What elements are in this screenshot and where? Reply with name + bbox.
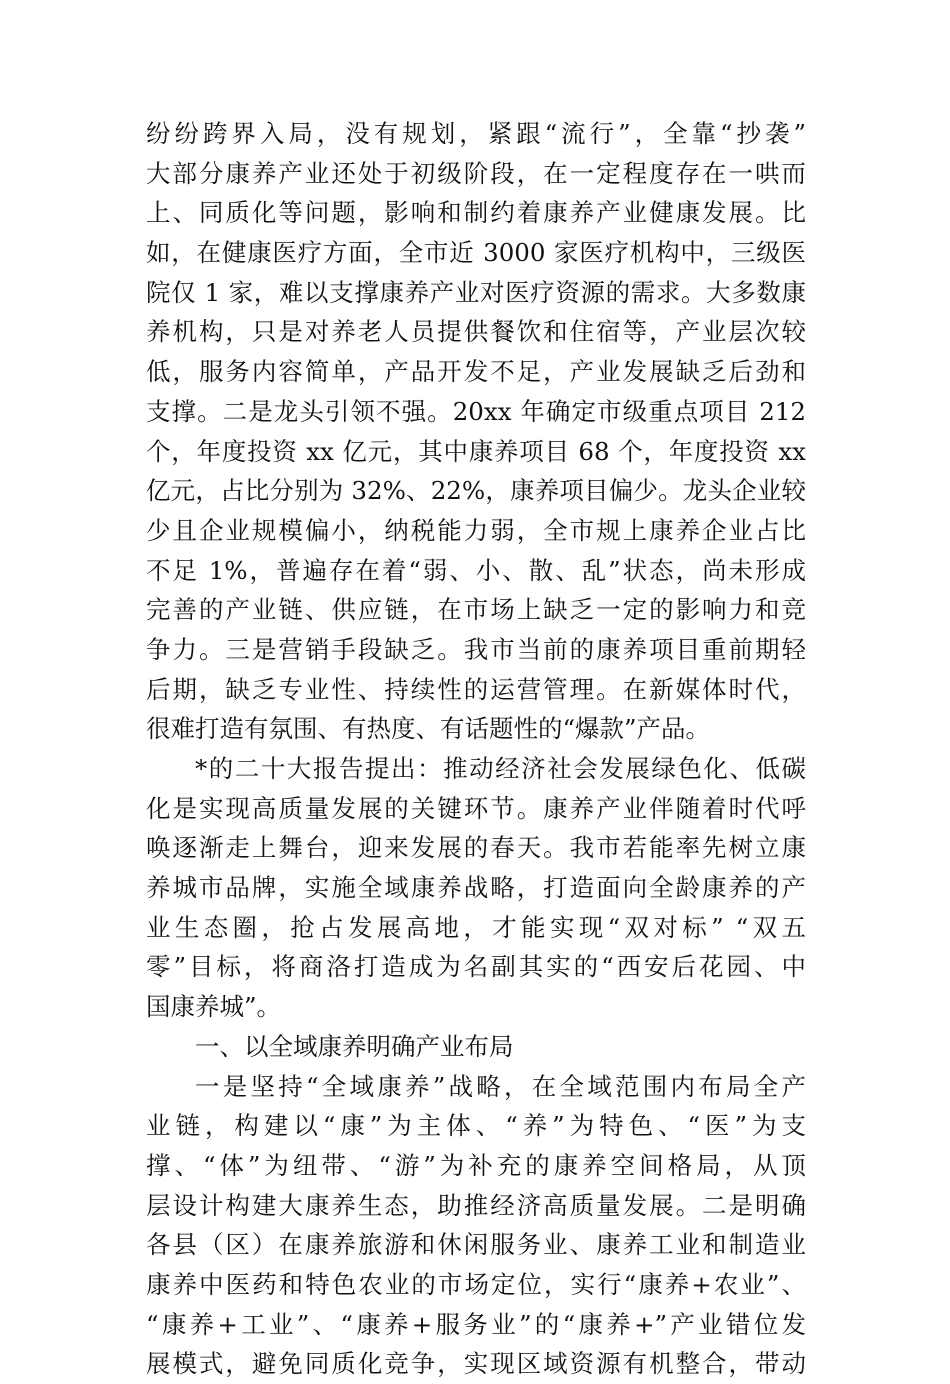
text-line: 大部分康养产业还处于初级阶段，在一定程度存在一哄而 xyxy=(146,158,806,188)
text-line: “康养+工业”、“康养+服务业”的“康养+”产业错位发 xyxy=(146,1309,806,1339)
text-line: 业生态圈，抢占发展高地，才能实现“双对标” “双五 xyxy=(146,912,806,942)
text-line: 康养中医药和特色农业的市场定位，实行“康养+农业”、 xyxy=(146,1269,806,1299)
text-line: 少且企业规模偏小，纳税能力弱，全市规上康养企业占比 xyxy=(146,515,806,545)
text-line: 个，年度投资 xx 亿元，其中康养项目 68 个，年度投资 xx xyxy=(146,436,806,466)
text-line: 院仅 1 家，难以支撑康养产业对医疗资源的需求。大多数康 xyxy=(146,277,806,307)
text-line: 后期，缺乏专业性、持续性的运营管理。在新媒体时代， xyxy=(146,674,806,704)
text-line: 各县（区）在康养旅游和休闲服务业、康养工业和制造业 xyxy=(146,1230,806,1260)
document-body xyxy=(146,114,806,1384)
section-heading: 一、以全域康养明确产业布局 xyxy=(195,1031,514,1061)
text-line: 层设计构建大康养生态，助推经济高质量发展。二是明确 xyxy=(146,1190,806,1220)
text-line: 纷纷跨界入局，没有规划，紧跟“流行”，全靠“抄袭” xyxy=(146,119,806,148)
text-line: 国康养城”。 xyxy=(146,992,282,1022)
text-line: 养机构，只是对养老人员提供餐饮和住宿等，产业层次较 xyxy=(146,317,806,347)
text-line: 上、同质化等问题，影响和制约着康养产业健康发展。比 xyxy=(146,198,806,228)
text-line: 一是坚持“全域康养”战略，在全域范围内布局全产 xyxy=(195,1071,806,1101)
text-line: 争力。三是营销手段缺乏。我市当前的康养项目重前期轻 xyxy=(146,634,806,664)
text-line: *的二十大报告提出：推动经济社会发展绿色化、低碳 xyxy=(195,754,806,783)
text-line: 不足 1%，普遍存在着“弱、小、散、乱”状态，尚未形成 xyxy=(146,555,806,585)
text-line: 亿元，占比分别为 32%、22%，康养项目偏少。龙头企业较 xyxy=(146,476,806,506)
text-line: 零”目标，将商洛打造成为名副其实的“西安后花园、中 xyxy=(146,952,806,982)
text-line: 化是实现高质量发展的关键环节。康养产业伴随着时代呼 xyxy=(146,793,806,823)
text-line: 业链，构建以“康”为主体、“养”为特色、“医”为支 xyxy=(146,1111,806,1141)
text-line: 支撑。二是龙头引领不强。20xx 年确定市级重点项目 212 xyxy=(146,396,806,426)
text-line: 撑、“体”为纽带、“游”为补充的康养空间格局，从顶 xyxy=(146,1150,806,1180)
text-line: 完善的产业链、供应链，在市场上缺乏一定的影响力和竞 xyxy=(146,595,806,625)
text-line: 展模式，避免同质化竞争，实现区域资源有机整合，带动 xyxy=(146,1349,806,1379)
text-line: 唤逐渐走上舞台，迎来发展的春天。我市若能率先树立康 xyxy=(146,833,806,863)
text-line: 如，在健康医疗方面，全市近 3000 家医疗机构中，三级医 xyxy=(146,238,806,268)
text-line: 低，服务内容简单，产品开发不足，产业发展缺乏后劲和 xyxy=(146,357,806,387)
text-line: 很难打造有氛围、有热度、有话题性的“爆款”产品。 xyxy=(146,714,711,744)
text-line: 养城市品牌，实施全域康养战略，打造面向全龄康养的产 xyxy=(146,873,806,903)
